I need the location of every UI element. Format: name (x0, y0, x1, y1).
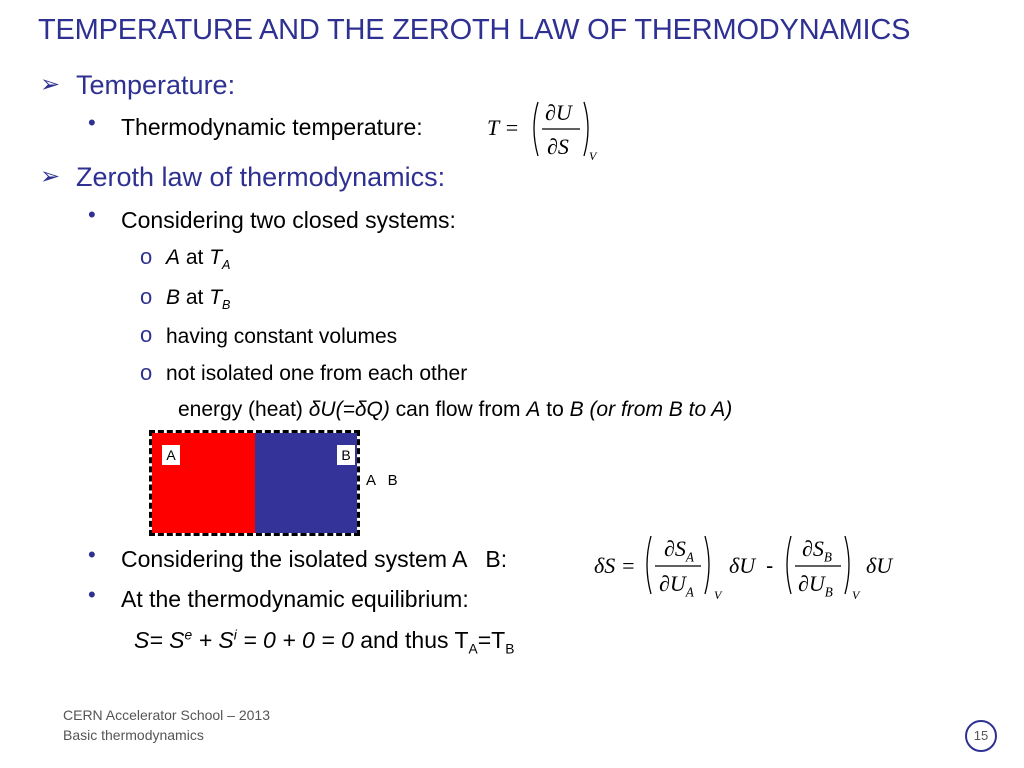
arrow-bullet-icon: ➢ (40, 163, 61, 190)
formula-ds-du1: δU (729, 553, 756, 578)
circle-bullet-icon: o (140, 284, 153, 309)
bullet-icon: • (88, 542, 96, 567)
formula-ds-num-a: $\partial S_A$ (664, 536, 694, 565)
sub-item-b: B at $T_B$ (166, 286, 231, 313)
formula-ds-num-b: $\partial S_B$ (802, 536, 832, 565)
system-a-block (152, 433, 255, 533)
page-number: 15 (965, 720, 997, 752)
formula-ds-lhs: δS = (594, 553, 636, 578)
footer-line-1: CERN Accelerator School – 2013 (63, 707, 270, 723)
bullet-icon: • (88, 202, 96, 227)
formula-ds-subscript-v2: V (852, 588, 860, 602)
arrow-bullet-icon: ➢ (40, 71, 61, 98)
bullet-icon: • (88, 582, 96, 607)
bullet-icon: • (88, 110, 96, 135)
footer-line-2: Basic thermodynamics (63, 727, 204, 743)
system-b-label: B (337, 445, 355, 465)
sub-item-not-isolated: not isolated one from each other (166, 362, 468, 385)
circle-bullet-icon: o (140, 244, 153, 269)
equilibrium-equation: $S= S^e + S^i = 0 + 0 = 0$ and thus $T_A=T_B$ (134, 627, 515, 657)
formula-t-lhs: T = (487, 115, 520, 140)
page-title: TEMPERATURE AND THE ZEROTH LAW OF THERMODYNAMICS (38, 14, 911, 46)
section-heading-temperature: Temperature: (76, 70, 236, 100)
sub-item-a: A at $T_A$ (166, 246, 231, 273)
circle-bullet-icon: o (140, 360, 153, 385)
formula-ds-minus: - (766, 553, 774, 578)
formula-t-subscript: V (589, 149, 597, 163)
energy-flow-line: energy (heat) δU(=δQ) can flow from A to B (or from B to A) (178, 398, 733, 421)
bullet-isolated-system: Considering the isolated system A B: (121, 546, 508, 572)
formula-ds-den-b: $\partial U_B$ (798, 571, 833, 600)
isolated-system-box (149, 430, 360, 536)
bullet-thermodynamic-temperature: Thermodynamic temperature: (121, 114, 423, 140)
formula-ds-subscript-v1: V (714, 588, 722, 602)
section-heading-zeroth-law: Zeroth law of thermodynamics: (76, 162, 446, 192)
formula-t-denominator: ∂S (547, 134, 569, 159)
circle-bullet-icon: o (140, 322, 153, 347)
bullet-thermodynamic-equilibrium: At the thermodynamic equilibrium: (121, 586, 469, 612)
union-system-label: A B (366, 472, 398, 489)
formula-ds-du2: δU (866, 553, 893, 578)
formula-ds-den-a: $\partial U_A$ (659, 571, 694, 600)
system-b-block (255, 433, 358, 533)
sub-item-constant-volumes: having constant volumes (166, 325, 398, 348)
system-a-label: A (162, 445, 180, 465)
bullet-two-closed-systems: Considering two closed systems: (121, 207, 456, 233)
formula-t-numerator: ∂U (545, 100, 572, 125)
